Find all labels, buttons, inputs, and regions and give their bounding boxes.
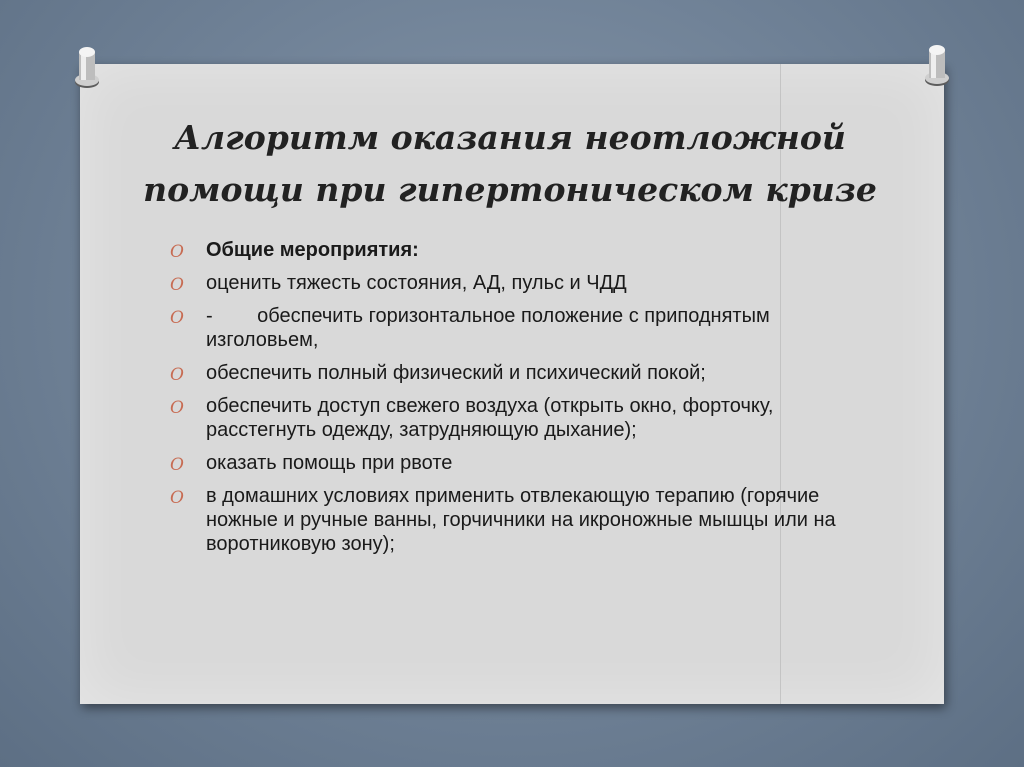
list-item	[170, 271, 870, 295]
list-item-text: оценить тяжесть состояния, АД, пульс и ЧДД	[206, 272, 627, 294]
list-item-text: оказать помощь при рвоте	[206, 452, 453, 474]
list-item-text: обеспечить доступ свежего воздуха (открыть окно, форточку, расстегнуть одежду, затрудняющую дыхание);	[206, 395, 774, 441]
bullet-o-icon: O	[170, 365, 184, 385]
list-item-text: Общие мероприятия:	[206, 239, 419, 261]
list-item-text: в домашних условиях применить отвлекающую терапию (горячие ножные и ручные ванны, горчичники на икроножные мышцы или на воротниковую зону);	[206, 485, 836, 555]
list-item	[170, 451, 870, 475]
bullet-o-icon: O	[170, 308, 184, 328]
slide-title	[120, 112, 900, 216]
list-item-text: обеспечить полный физический и психический покой;	[206, 362, 706, 384]
bullet-o-icon: O	[170, 488, 184, 508]
pushpin-right-icon	[922, 40, 952, 90]
bullet-list	[170, 238, 870, 565]
bullet-o-icon: O	[170, 275, 184, 295]
list-item	[170, 394, 870, 442]
bullet-o-icon: O	[170, 398, 184, 418]
bullet-o-icon: O	[170, 455, 184, 475]
list-item	[170, 484, 870, 556]
list-item	[170, 304, 870, 352]
list-item	[170, 238, 870, 262]
list-item	[170, 361, 870, 385]
pushpin-left-icon	[72, 42, 102, 92]
list-item-text: - обеспечить горизонтальное положение с приподнятым изголовьем,	[206, 305, 776, 351]
title-line-2: помощи при гипертоническом кризе	[143, 170, 877, 209]
title-line-1: Алгоритм оказания неотложной	[174, 118, 846, 157]
bullet-o-icon: O	[170, 242, 184, 262]
